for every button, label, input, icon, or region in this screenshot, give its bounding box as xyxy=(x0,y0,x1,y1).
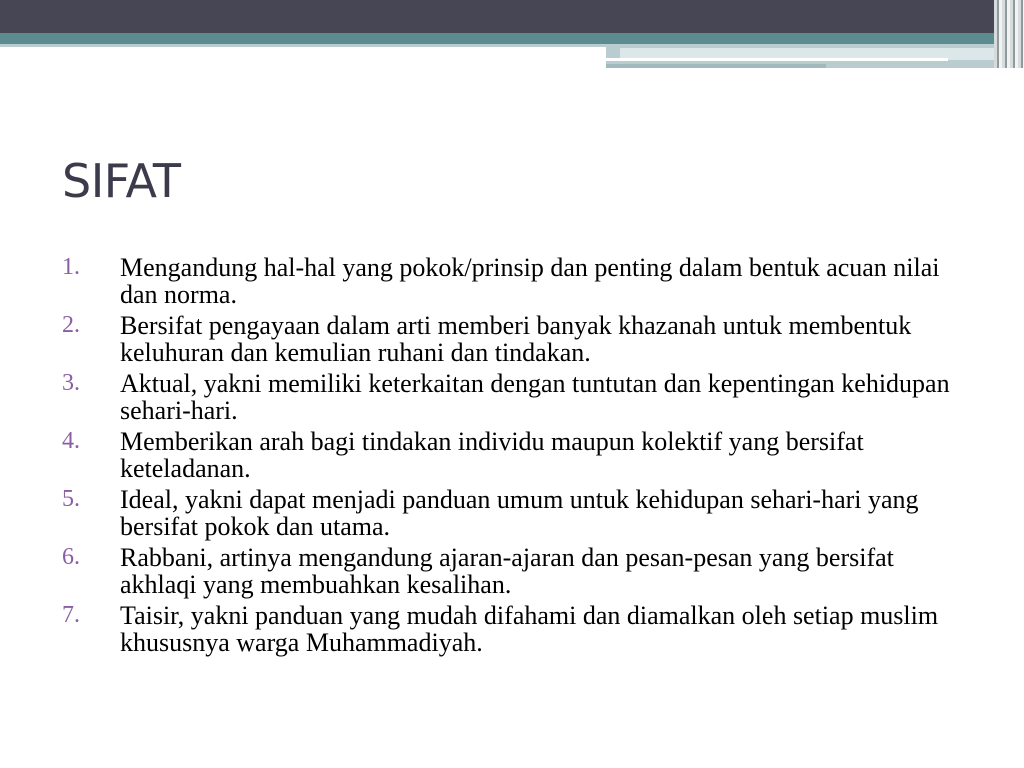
list-item-text: Mengandung hal-hal yang pokok/prinsip dan penting dalam bentuk acuan nilai dan norma. xyxy=(120,253,940,309)
list-item-number: 2. xyxy=(62,312,80,338)
list-item-number: 3. xyxy=(62,370,80,396)
list-item-number: 1. xyxy=(62,254,80,280)
list-item xyxy=(62,486,962,540)
list-item xyxy=(62,602,962,656)
list-item xyxy=(62,428,962,482)
header-accent-short-line xyxy=(606,64,826,68)
list-item-text: Ideal, yakni dapat menjadi panduan umum untuk kehidupan sehari-hari yang bersifat pokok dan utama. xyxy=(120,485,919,541)
list-item-text: Memberikan arah bagi tindakan individu maupun kolektif yang bersifat keteladanan. xyxy=(120,427,864,483)
list-item xyxy=(62,370,962,424)
list-item-number: 6. xyxy=(62,544,80,570)
list-item-text: Bersifat pengayaan dalam arti memberi banyak khazanah untuk membentuk keluhuran dan kemulian ruhani dan tindakan. xyxy=(120,311,912,367)
header-accent-line xyxy=(0,44,606,47)
list-item xyxy=(62,544,962,598)
numbered-list xyxy=(62,254,962,660)
list-item-text: Aktual, yakni memiliki keterkaitan dengan tuntutan dan kepentingan kehidupan sehari-hari. xyxy=(120,369,950,425)
header-stripes-decoration xyxy=(994,0,1024,68)
list-item-text: Rabbani, artinya mengandung ajaran-ajaran dan pesan-pesan yang bersifat akhlaqi yang membuahkan kesalihan. xyxy=(120,543,894,599)
header-band-teal xyxy=(0,33,1024,44)
list-item xyxy=(62,254,962,308)
header-band-dark xyxy=(0,0,1024,33)
header-accent-white-line xyxy=(606,58,948,61)
list-item-number: 4. xyxy=(62,428,80,454)
slide-title: SIFAT xyxy=(62,154,181,208)
list-item-text: Taisir, yakni panduan yang mudah difahami dan diamalkan oleh setiap muslim khususnya warga Muhammadiyah. xyxy=(120,601,939,657)
list-item xyxy=(62,312,962,366)
list-item-number: 7. xyxy=(62,602,80,628)
list-item-number: 5. xyxy=(62,486,80,512)
